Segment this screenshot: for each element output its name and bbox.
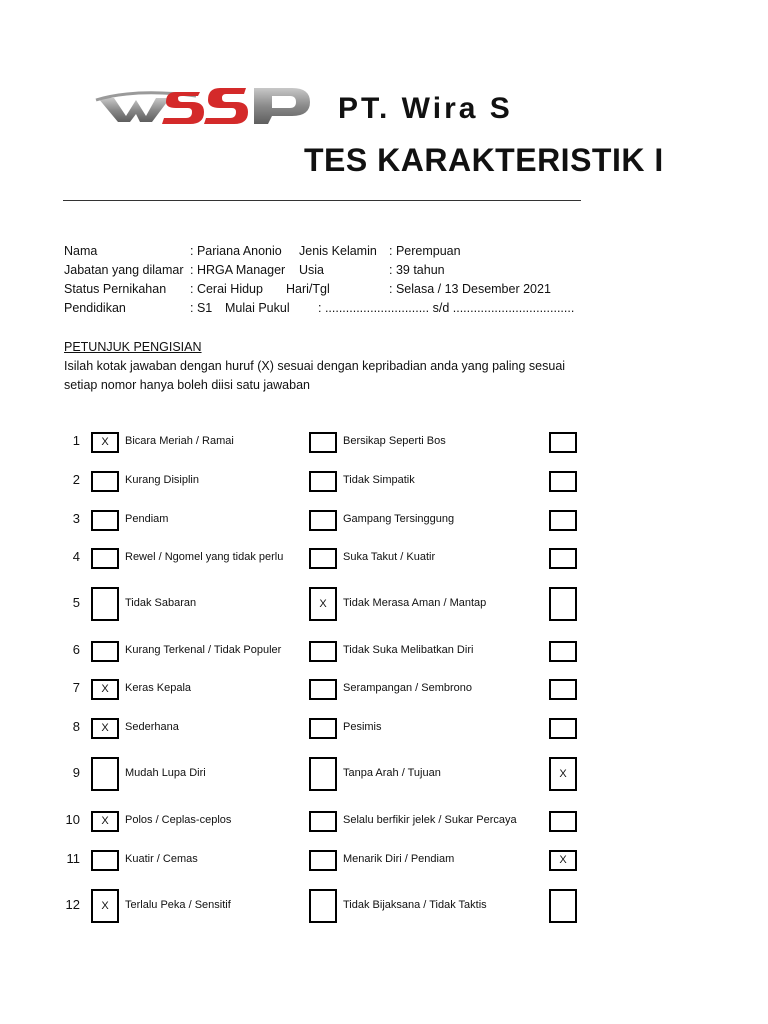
answer-box-c[interactable]: [549, 548, 577, 569]
question-number: 11: [66, 851, 80, 866]
answer-label-a: Kurang Terkenal / Tidak Populer: [125, 644, 282, 656]
answer-box-c[interactable]: [549, 718, 577, 739]
answer-box-c[interactable]: [549, 471, 577, 492]
question-number: 1: [72, 433, 80, 448]
question-number: 12: [65, 897, 80, 912]
question-number: 7: [72, 680, 80, 695]
nama-label: Nama: [64, 244, 98, 258]
usia-value: : 39 tahun: [389, 263, 445, 277]
question-number: 4: [72, 549, 80, 564]
answer-label-a: Rewel / Ngomel yang tidak perlu: [125, 551, 284, 563]
answer-label-a: Kuatir / Cemas: [125, 853, 198, 865]
answer-box-a[interactable]: [91, 757, 119, 791]
jabatan-label: Jabatan yang dilamar: [64, 263, 184, 277]
instructions-line-2: setiap nomor hanya boleh diisi satu jawaban: [64, 378, 310, 392]
answer-label-b: Bersikap Seperti Bos: [343, 435, 446, 447]
instructions-line-1: Isilah kotak jawaban dengan huruf (X) sesuai dengan kepribadian anda yang paling sesuai: [64, 359, 566, 373]
question-number: 6: [72, 642, 80, 657]
answer-label-b: Pesimis: [343, 721, 382, 733]
jenis-kelamin-value: : Perempuan: [389, 244, 461, 258]
answer-label-a: Sederhana: [125, 721, 179, 733]
question-number: 2: [72, 472, 80, 487]
answer-box-a[interactable]: [91, 641, 119, 662]
answer-box-a[interactable]: [91, 548, 119, 569]
answer-label-b: Tidak Bijaksana / Tidak Taktis: [343, 899, 487, 911]
answer-label-b: Tidak Simpatik: [343, 474, 415, 486]
answer-label-b: Suka Takut / Kuatir: [343, 551, 436, 563]
answer-label-b: Menarik Diri / Pendiam: [343, 853, 455, 865]
question-number: 9: [72, 765, 80, 780]
answer-label-a: Tidak Sabaran: [125, 597, 197, 609]
answer-box-b[interactable]: [309, 889, 337, 923]
answer-box-a[interactable]: X: [91, 718, 119, 739]
company-name: PT. Wira S: [338, 92, 513, 125]
answer-label-b: Selalu berfikir jelek / Sukar Percaya: [343, 814, 517, 826]
answer-box-c[interactable]: [549, 679, 577, 700]
answer-label-a: Terlalu Peka / Sensitif: [125, 899, 231, 911]
answer-box-b[interactable]: [309, 510, 337, 531]
answer-box-c[interactable]: X: [549, 757, 577, 791]
answer-box-a[interactable]: X: [91, 889, 119, 923]
answer-box-c[interactable]: [549, 432, 577, 453]
question-number: 3: [72, 511, 80, 526]
answer-box-b[interactable]: [309, 718, 337, 739]
instructions-heading: PETUNJUK PENGISIAN: [64, 340, 202, 354]
answer-box-b[interactable]: [309, 850, 337, 871]
answer-box-b[interactable]: [309, 432, 337, 453]
status-label: Status Pernikahan: [64, 282, 167, 296]
answer-label-a: Keras Kepala: [125, 682, 192, 694]
answer-box-b[interactable]: [309, 471, 337, 492]
answer-label-a: Polos / Ceplas-ceplos: [125, 814, 232, 826]
answer-box-c[interactable]: X: [549, 850, 577, 871]
pendidikan-label: Pendidikan: [64, 301, 126, 315]
status-value: : Cerai Hidup: [190, 282, 263, 296]
answer-box-a[interactable]: [91, 587, 119, 621]
answer-box-a[interactable]: X: [91, 811, 119, 832]
mulai-pukul-label: Mulai Pukul: [225, 301, 290, 315]
answer-label-b: Serampangan / Sembrono: [343, 682, 473, 694]
answer-label-a: Pendiam: [125, 513, 169, 525]
answer-box-a[interactable]: X: [91, 432, 119, 453]
question-number: 8: [72, 719, 80, 734]
jabatan-value: : HRGA Manager: [190, 263, 286, 277]
answer-label-a: Mudah Lupa Diri: [125, 767, 206, 779]
answer-box-a[interactable]: [91, 850, 119, 871]
answer-label-b: Gampang Tersinggung: [343, 513, 455, 525]
answer-box-c[interactable]: [549, 587, 577, 621]
mulai-pukul-value: : .............................. s/d ...................................: [318, 301, 575, 315]
answer-box-c[interactable]: [549, 889, 577, 923]
answer-box-b[interactable]: [309, 641, 337, 662]
answer-box-c[interactable]: [549, 811, 577, 832]
hari-tgl-label: Hari/Tgl: [286, 282, 330, 296]
answer-label-b: Tanpa Arah / Tujuan: [343, 767, 441, 779]
answer-box-b[interactable]: [309, 679, 337, 700]
answer-box-b[interactable]: [309, 548, 337, 569]
answer-box-c[interactable]: [549, 641, 577, 662]
answer-box-b[interactable]: [309, 757, 337, 791]
answer-label-b: Tidak Merasa Aman / Mantap: [343, 597, 487, 609]
question-number: 10: [65, 812, 80, 827]
question-number: 5: [72, 595, 80, 610]
answer-label-a: Kurang Disiplin: [125, 474, 199, 486]
answer-label-b: Tidak Suka Melibatkan Diri: [343, 644, 474, 656]
pendidikan-value: : S1: [190, 301, 213, 315]
nama-value: : Pariana Anonio: [190, 244, 282, 258]
answer-box-a[interactable]: X: [91, 679, 119, 700]
hari-tgl-value: : Selasa / 13 Desember 2021: [389, 282, 551, 296]
answer-box-c[interactable]: [549, 510, 577, 531]
wssp-logo-graphic: [96, 78, 326, 128]
page-title: TES KARAKTERISTIK I: [304, 142, 664, 178]
title-divider: [63, 200, 581, 201]
jenis-kelamin-label: Jenis Kelamin: [299, 244, 377, 258]
answer-label-a: Bicara Meriah / Ramai: [125, 435, 234, 447]
answer-box-b[interactable]: X: [309, 587, 337, 621]
usia-label: Usia: [299, 263, 325, 277]
answer-box-a[interactable]: [91, 510, 119, 531]
answer-box-b[interactable]: [309, 811, 337, 832]
answer-box-a[interactable]: [91, 471, 119, 492]
